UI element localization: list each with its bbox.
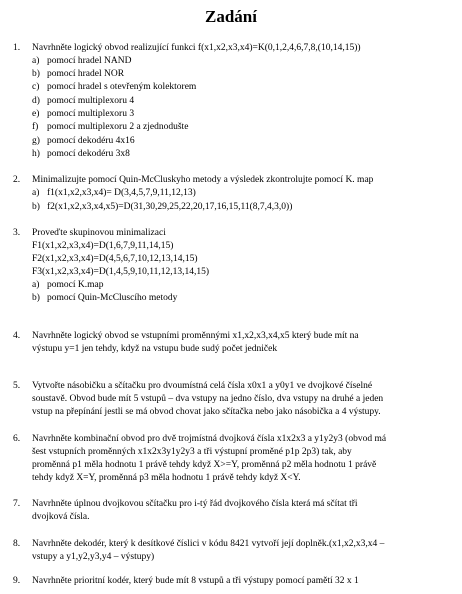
item-text: pomocí multiplexoru 2 a zjednodušte — [47, 122, 189, 132]
task-text: Navrhněte logický obvod realizující funkci f(x1,x2,x3,x4)=K(0,1,2,4,6,7,8,(10,14,15)) — [32, 43, 361, 53]
task-text: dvojková čísla. — [32, 512, 90, 522]
task-text: tehdy když X=Y, proměnná p3 měla hodnotu 1 právě tehdy když X<Y. — [32, 473, 301, 483]
task-text: F1(x1,x2,x3,x4)=D(1,6,7,9,11,14,15) — [32, 241, 174, 251]
item-letter: h) — [32, 149, 40, 159]
task-text: Proveďte skupinovou minimalizaci — [32, 228, 166, 238]
task-text: Navrhněte logický obvod se vstupními proměnnými x1,x2,x3,x4,x5 který bude mít na — [32, 331, 359, 341]
task-text: Minimalizujte pomocí Quin-McCluskyho metody a výsledek zkontrolujte pomocí K. map — [32, 175, 374, 185]
task-number: 9. — [13, 576, 21, 586]
task-text: šest vstupních proměnných x1x2x3y1y2y3 a tři výstupní proměné p1p 2p3) tak, aby — [32, 447, 352, 457]
item-letter: b) — [32, 202, 40, 212]
task-text: výstupu y=1 jen tehdy, když na vstupu bude sudý počet jedniček — [32, 344, 278, 354]
item-text: pomocí multiplexoru 4 — [47, 96, 135, 106]
item-text: pomocí multiplexoru 3 — [47, 109, 135, 119]
task-text: soustavě. Obvod bude mít 5 vstupů – dva vstupy na jedno číslo, dva vstupy na druhé a jeden — [32, 394, 384, 404]
task-number: 6. — [13, 434, 21, 444]
item-letter: d) — [32, 96, 40, 106]
item-text: f2(x1,x2,x3,x4,x5)=D(31,30,29,25,22,20,17,16,15,11(8,7,4,3,0)) — [47, 202, 293, 212]
item-letter: a) — [32, 56, 40, 66]
item-letter: c) — [32, 82, 40, 92]
task-text: Navrhněte prioritní kodér, který bude mít 8 vstupů a tři výstupy pomocí pamětí 32 x 1 — [32, 576, 359, 586]
task-number: 1. — [13, 43, 21, 53]
task-text: F3(x1,x2,x3,x4)=D(1,4,5,9,10,11,12,13,14,15) — [32, 267, 210, 277]
task-text: Navrhněte úplnou dvojkovou sčítačku pro i-tý řád dvojkového čísla která má sčítat tři — [32, 499, 358, 509]
task-text: vstupy a y1,y2,y3,y4 – výstupy) — [32, 552, 155, 562]
item-letter: a) — [32, 280, 40, 290]
task-text: vstup na přepínání jestli se má obvod chovat jako sčítačka nebo jako násobička a 4 výstupy. — [32, 407, 381, 417]
item-text: pomocí hradel NOR — [47, 69, 125, 79]
task-text: Navrhněte dekodér, který k desítkové číslici v kódu 8421 vytvoří její doplněk.(x1,x2,x3,x4 – — [32, 539, 385, 549]
item-text: pomocí dekodéru 3x8 — [47, 149, 130, 159]
task-text: F2(x1,x2,x3,x4)=D(4,5,6,7,10,12,13,14,15) — [32, 254, 198, 264]
task-number: 2. — [13, 175, 21, 185]
task-number: 3. — [13, 228, 21, 238]
item-letter: b) — [32, 69, 40, 79]
item-text: f1(x1,x2,x3,x4)= D(3,4,5,7,9,11,12,13) — [47, 188, 196, 198]
item-letter: f) — [32, 122, 39, 132]
task-number: 4. — [13, 331, 21, 341]
task-number: 5. — [13, 381, 21, 391]
item-letter: b) — [32, 293, 40, 303]
task-text: Navrhněte kombinační obvod pro dvě trojmístná dvojková čísla x1x2x3 a y1y2y3 (obvod má — [32, 434, 387, 444]
item-letter: e) — [32, 109, 40, 119]
item-letter: a) — [32, 188, 40, 198]
item-text: pomocí dekodéru 4x16 — [47, 136, 135, 146]
item-letter: g) — [32, 136, 40, 146]
item-text: pomocí hradel NAND — [47, 56, 132, 66]
task-text: Vytvořte násobičku a sčítačku pro dvoumístná celá čísla x0x1 a y0y1 ve dvojkové číselné — [32, 381, 373, 391]
item-text: pomocí K.map — [47, 280, 104, 290]
item-text: pomocí hradel s otevřeným kolektorem — [47, 82, 197, 92]
task-number: 8. — [13, 539, 21, 549]
task-text: proměnná p1 měla hodnotu 1 právě tehdy když X>=Y, proměnná p2 měla hodnotu 1 právě — [32, 460, 377, 470]
task-number: 7. — [13, 499, 21, 509]
item-text: pomocí Quin-McCluscího metody — [47, 293, 178, 303]
page-title: Zadání — [205, 7, 257, 26]
